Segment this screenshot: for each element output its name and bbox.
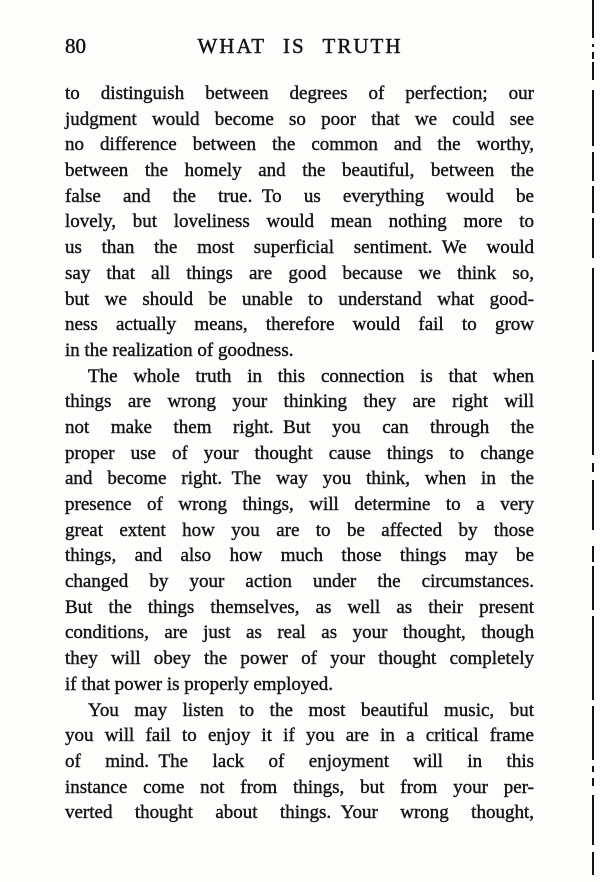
text-line: lovely, but loveliness would mean nothing more to	[65, 211, 534, 233]
text-line: instance come not from things, but from your per-	[65, 776, 534, 798]
text-line: proper use of your thought cause things to change	[65, 442, 534, 464]
text-line: not make them right. But you can through the	[65, 416, 534, 438]
text-line: changed by your action under the circumstances.	[65, 571, 534, 593]
text-line: But the things themselves, as well as their present	[65, 596, 534, 618]
text-line: say that all things are good because we think so,	[65, 262, 534, 284]
text-line: and become right. The way you think, when in the	[65, 468, 534, 490]
text-line: presence of wrong things, will determine to a very	[65, 494, 534, 515]
text-line: judgment would become so poor that we could see	[65, 108, 534, 130]
text-line: You may listen to the most beautiful music, but	[88, 699, 534, 721]
text-line: great extent how you are to be affected by those	[65, 519, 534, 541]
text-line: verted thought about things. Your wrong thought,	[65, 802, 534, 824]
text-line: conditions, are just as real as your thought, though	[65, 622, 534, 644]
page-header	[0, 35, 600, 61]
page-body	[65, 81, 534, 826]
text-line: things, and also how much those things may be	[65, 545, 534, 567]
text-line: between the homely and the beautiful, between the	[65, 160, 534, 182]
running-title: WHAT IS TRUTH	[197, 34, 403, 58]
text-line: us than the most superficial sentiment. We would	[65, 237, 534, 259]
text-line: but we should be unable to understand what good-	[65, 288, 534, 310]
text-line: of mind. The lack of enjoyment will in this	[65, 750, 534, 772]
text-line: things are wrong your thinking they are right will	[65, 391, 534, 413]
text-line: ness actually means, therefore would fail to grow	[65, 314, 534, 336]
text-line: false and the true. To us everything would be	[65, 185, 534, 207]
text-line: they will obey the power of your thought completely	[65, 648, 534, 670]
text-line: if that power is properly employed.	[65, 673, 334, 695]
text-line: you will fail to enjoy it if you are in a critical frame	[65, 725, 534, 747]
page-number: 80	[65, 34, 86, 58]
text-line: to distinguish between degrees of perfection; our	[65, 83, 534, 104]
text-line: The whole truth in this connection is that when	[88, 365, 534, 387]
text-line: no difference between the common and the worthy,	[65, 134, 534, 156]
text-line: in the realization of goodness.	[65, 339, 294, 361]
